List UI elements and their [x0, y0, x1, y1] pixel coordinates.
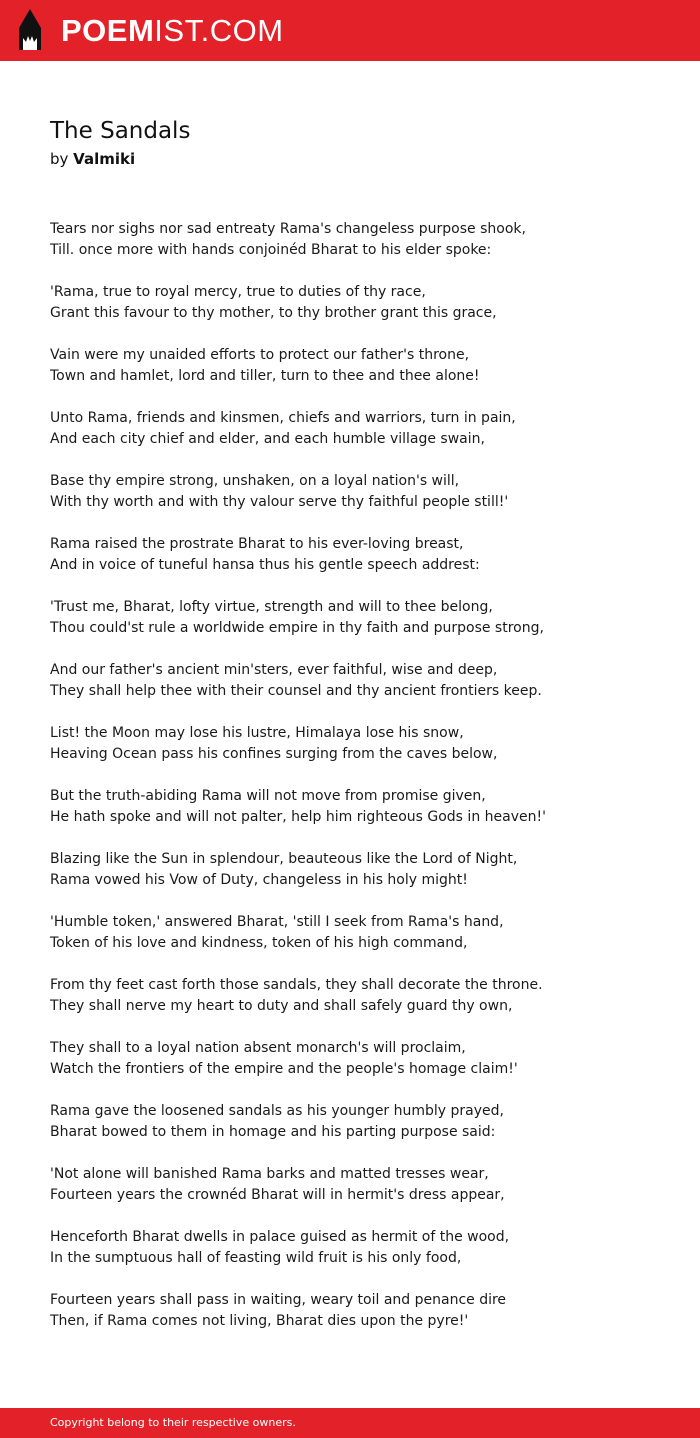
poem-line: Rama gave the loosened sandals as his younger humbly prayed,	[50, 1103, 504, 1119]
poem-line: Fourteen years shall pass in waiting, weary toil and penance dire	[50, 1292, 507, 1308]
poem-line: Rama vowed his Vow of Duty, changeless in his holy might!	[50, 872, 468, 888]
poem-line: Watch the frontiers of the empire and the people's homage claim!'	[50, 1061, 518, 1077]
poem-line: But the truth-abiding Rama will not move from promise given,	[50, 788, 486, 804]
poem-title: The Sandals	[50, 118, 191, 144]
site-logo-text[interactable]	[61, 14, 284, 48]
poem-line: Token of his love and kindness, token of his high command,	[50, 935, 468, 951]
poem-stanza	[50, 660, 680, 702]
poem-stanza	[50, 345, 680, 387]
copyright-notice: Copyright belong to their respective owners.	[50, 1416, 296, 1429]
poem-line: From thy feet cast forth those sandals, they shall decorate the throne.	[50, 977, 543, 993]
poem-line: Unto Rama, friends and kinsmen, chiefs and warriors, turn in pain,	[50, 410, 516, 426]
poem-line: Base thy empire strong, unshaken, on a loyal nation's will,	[50, 473, 460, 489]
poem-line: Fourteen years the crownéd Bharat will in hermit's dress appear,	[50, 1187, 505, 1203]
poem-stanza	[50, 408, 680, 450]
poem-stanza	[50, 723, 680, 765]
poem-stanza	[50, 219, 680, 261]
poem-line: Town and hamlet, lord and tiller, turn to thee and thee alone!	[50, 368, 480, 384]
poem-line: Bharat bowed to them in homage and his parting purpose said:	[50, 1124, 496, 1140]
poem-line: They shall nerve my heart to duty and shall safely guard thy own,	[50, 998, 513, 1014]
poem-line: Blazing like the Sun in splendour, beauteous like the Lord of Night,	[50, 851, 518, 867]
poem-stanza	[50, 282, 680, 324]
site-header	[0, 0, 700, 61]
poem-line: And each city chief and elder, and each humble village swain,	[50, 431, 485, 447]
poem-stanza	[50, 471, 680, 513]
poem-line: 'Trust me, Bharat, lofty virtue, strength and will to thee belong,	[50, 599, 493, 615]
poem-line: And our father's ancient min'sters, ever faithful, wise and deep,	[50, 662, 498, 678]
poem-byline	[50, 149, 135, 169]
poem-line: 'Not alone will banished Rama barks and matted tresses wear,	[50, 1166, 489, 1182]
poem-line: 'Rama, true to royal mercy, true to duties of thy race,	[50, 284, 426, 300]
poem-stanza	[50, 975, 680, 1017]
poem-body	[50, 219, 680, 1353]
poem-line: 'Humble token,' answered Bharat, 'still I seek from Rama's hand,	[50, 914, 504, 930]
poem-line: Then, if Rama comes not living, Bharat dies upon the pyre!'	[50, 1313, 469, 1329]
poem-stanza	[50, 597, 680, 639]
poem-line: Grant this favour to thy mother, to thy brother grant this grace,	[50, 305, 497, 321]
poem-line: In the sumptuous hall of feasting wild fruit is his only food,	[50, 1250, 462, 1266]
poem-stanza	[50, 786, 680, 828]
poem-line: Vain were my unaided efforts to protect our father's throne,	[50, 347, 470, 363]
poem-line: He hath spoke and will not palter, help him righteous Gods in heaven!'	[50, 809, 546, 825]
poem-stanza	[50, 1290, 680, 1332]
poem-line: Rama raised the prostrate Bharat to his ever-loving breast,	[50, 536, 464, 552]
poem-line: Till. once more with hands conjoinéd Bharat to his elder spoke:	[50, 242, 492, 258]
poem-stanza	[50, 534, 680, 576]
poem-line: And in voice of tuneful hansa thus his gentle speech addrest:	[50, 557, 480, 573]
poem-line: Thou could'st rule a worldwide empire in thy faith and purpose strong,	[50, 620, 544, 636]
poem-stanza	[50, 912, 680, 954]
poem-stanza	[50, 1227, 680, 1269]
poem-stanza	[50, 1164, 680, 1206]
poem-line: Tears nor sighs nor sad entreaty Rama's changeless purpose shook,	[50, 221, 526, 237]
poem-line: With thy worth and with thy valour serve thy faithful people still!'	[50, 494, 509, 510]
brand-regular: IST.COM	[154, 13, 284, 48]
by-prefix: by	[50, 150, 74, 168]
site-footer	[0, 1408, 700, 1438]
pen-nib-icon[interactable]	[16, 8, 44, 52]
poem-line: They shall to a loyal nation absent monarch's will proclaim,	[50, 1040, 466, 1056]
poem-author[interactable]: Valmiki	[73, 150, 136, 168]
brand-bold: POEM	[61, 13, 155, 48]
poem-line: Heaving Ocean pass his confines surging from the caves below,	[50, 746, 498, 762]
poem-stanza	[50, 1038, 680, 1080]
poem-line: Henceforth Bharat dwells in palace guised as hermit of the wood,	[50, 1229, 510, 1245]
poem-stanza	[50, 849, 680, 891]
poem-line: They shall help thee with their counsel and thy ancient frontiers keep.	[50, 683, 542, 699]
poem-stanza	[50, 1101, 680, 1143]
poem-line: List! the Moon may lose his lustre, Himalaya lose his snow,	[50, 725, 464, 741]
